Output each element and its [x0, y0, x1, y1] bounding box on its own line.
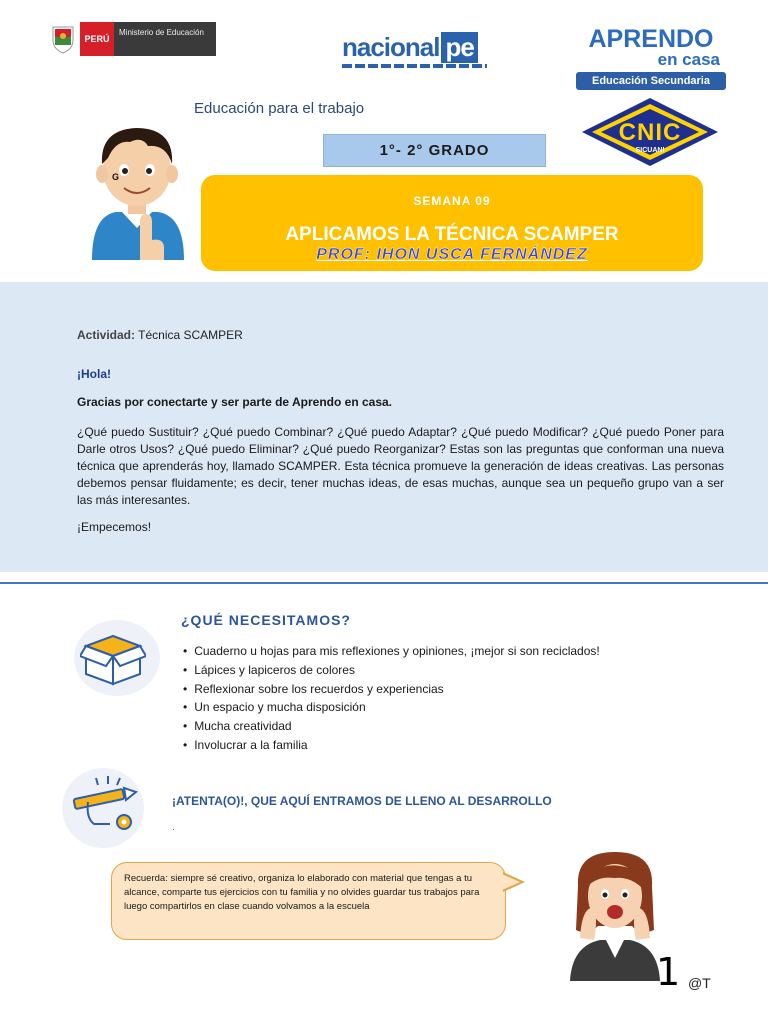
cnic-logo-text: CNIC: [618, 119, 682, 146]
subject-title: Educación para el trabajo: [194, 100, 365, 117]
peru-shield-icon: [50, 24, 76, 54]
bubble-tail-inner: [502, 874, 520, 890]
attention-dot: .: [172, 822, 175, 833]
attention-title: ¡ATENTA(O)!, QUE AQUÍ ENTRAMOS DE LLENO AL DESARROLLO: [172, 794, 552, 808]
pencil-gear-icon: [66, 772, 140, 836]
aprendo-text: APRENDO: [588, 25, 714, 53]
boy-illustration: [86, 120, 188, 260]
list-item: • Cuaderno u hojas para mis reflexiones y opiniones, ¡mejor si son reciclados!: [183, 642, 600, 661]
activity-line: [77, 328, 243, 342]
logo-stripes: [342, 64, 487, 68]
ministry-label: Ministerio de Educación: [114, 22, 216, 56]
activity-value: Técnica SCAMPER: [138, 328, 243, 342]
cnic-logo: [580, 96, 720, 168]
list-item: • Involucrar a la familia: [183, 736, 600, 755]
lesson-title: APLICAMOS LA TÉCNICA SCAMPER: [285, 224, 619, 245]
list-item: • Mucha creatividad: [183, 717, 600, 736]
pe-text: pe: [441, 32, 477, 63]
list-item: • Reflexionar sobre los recuerdos y experiencias: [183, 680, 600, 699]
boy-shirt-letter: G: [112, 172, 120, 182]
intro-paragraph: ¿Qué puedo Sustituir? ¿Qué puedo Combinar? ¿Qué puedo Adaptar? ¿Qué puedo Modificar? ¿Qué puedo Poner para Darle otros Usos? ¿Qué puedo Eliminar? ¿Qué puedo Reorganizar? Estas son las preguntas que conforman una nueva técnica que aprenderás hoy, llamado SCAMPER. Esta técnica promueve la generación de ideas creativas. Las personas debemos pensar fluidamente; es decir, tener muchas ideas, de esas muchas, aunque sea un pequeño grupo van a ser las más interesantes.: [77, 425, 724, 507]
section-divider: [0, 582, 768, 584]
intro-box: [0, 282, 768, 572]
teacher-name: PROF: IHON USCA FERNÁNDEZ: [316, 246, 588, 263]
nacional-text: nacional: [342, 32, 440, 62]
grade-label: 1°- 2° GRADO: [323, 134, 546, 167]
page-tag: @T: [688, 975, 711, 991]
cnic-city-text: SICUANI: [635, 147, 665, 154]
thanks-text: Gracias por conectarte y ser parte de Aprendo en casa.: [77, 395, 393, 409]
en-casa-text: en casa: [657, 50, 720, 69]
minedu-logo: [50, 22, 216, 56]
start-text: ¡Empecemos!: [77, 520, 152, 534]
week-label: SEMANA 09: [413, 194, 491, 208]
activity-label: Actividad:: [77, 328, 136, 342]
list-item: • Un espacio y mucha disposición: [183, 698, 600, 717]
aprendo-en-casa-logo: [576, 26, 726, 96]
title-banner: [201, 175, 703, 271]
teacher-illustration: [560, 846, 670, 981]
peru-label: PERÚ: [80, 22, 114, 56]
list-item: • Lápices y lapiceros de colores: [183, 661, 600, 680]
reminder-bubble: Recuerda: siempre sé creativo, organiza lo elaborado con material que tengas a tu alcance, comparte tus ejercicios con tu familia y no olvides guardar tus trabajos para luego compartirlos en clase cuando volvamos a la escuela: [111, 862, 506, 940]
page-number: 1: [656, 950, 681, 994]
box-icon: [80, 628, 146, 688]
needs-list: [183, 642, 600, 755]
needs-title: ¿QUÉ NECESITAMOS?: [181, 612, 351, 628]
greeting: ¡Hola!: [77, 367, 111, 381]
education-level: Educación Secundaria: [576, 72, 726, 90]
nacional-pe-logo: [342, 32, 478, 72]
